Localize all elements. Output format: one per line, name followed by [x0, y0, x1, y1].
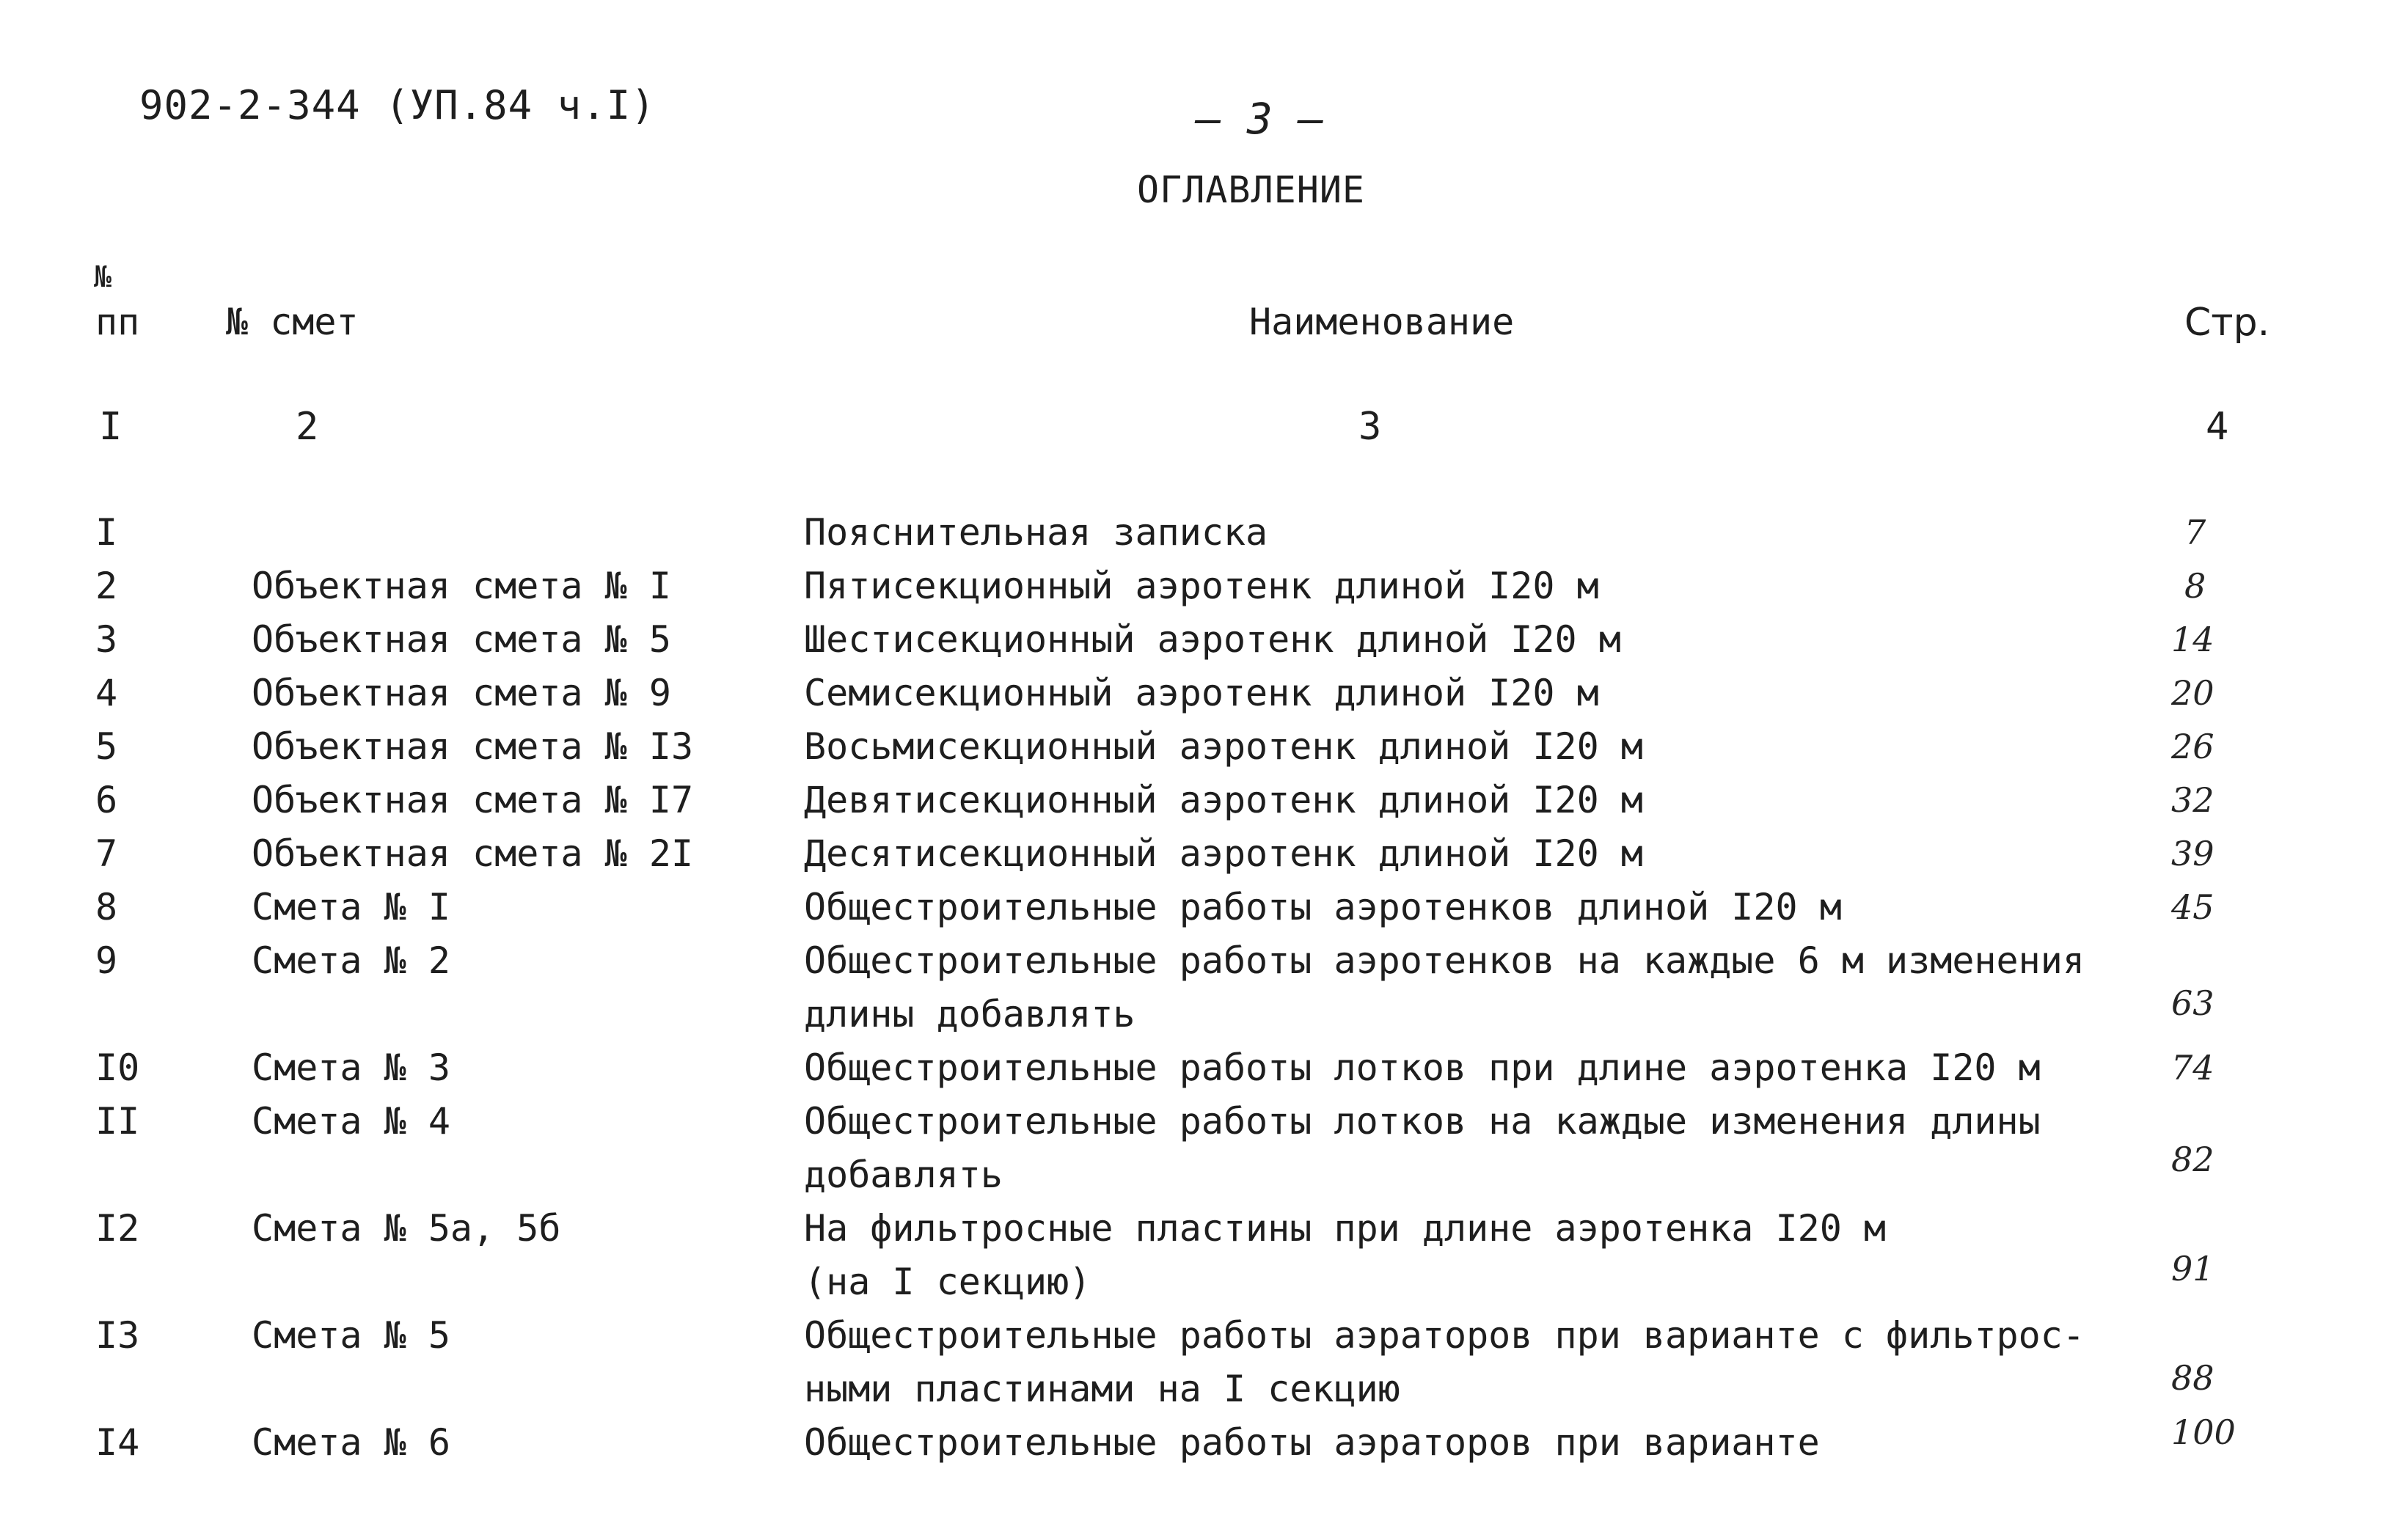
row-name: [804, 1095, 2041, 1202]
table-row: [0, 560, 2381, 611]
row-number: 3: [95, 618, 118, 661]
table-row: [0, 1412, 2381, 1467]
row-name-line: Общестроительные работы аэраторов при варианте с фильтрос-: [804, 1314, 2085, 1357]
row-name-line: Пояснительная записка: [804, 511, 1268, 554]
row-number: 7: [95, 832, 118, 875]
document-code: 902-2-344 (УП.84 ч.I): [139, 82, 656, 128]
row-page: 20: [2171, 673, 2214, 713]
row-name-line: На фильтросные пластины при длине аэротенка I20 м: [804, 1207, 1887, 1250]
row-name-line: длины добавлять: [804, 993, 1135, 1035]
row-page: 39: [2171, 834, 2214, 873]
table-row: [0, 1202, 2381, 1303]
row-number: 8: [95, 886, 118, 928]
row-page: 45: [2171, 887, 2214, 927]
row-estimate: Объектная смета № I: [252, 565, 671, 607]
row-name: [804, 1309, 2085, 1416]
row-number: 6: [95, 779, 118, 821]
row-name-line: Общестроительные работы аэротенков длиной I20 м: [804, 886, 1842, 928]
row-estimate: Объектная смета № 2I: [252, 832, 694, 875]
row-number: 4: [95, 672, 118, 714]
table-row: [0, 613, 2381, 664]
row-number: I0: [95, 1046, 140, 1089]
row-name-line: ными пластинами на I секцию: [804, 1368, 1400, 1410]
table-row: [0, 774, 2381, 825]
row-name: [804, 613, 1621, 667]
row-name: [804, 934, 2085, 1041]
row-estimate: Смета № 4: [252, 1100, 450, 1143]
table-row: [0, 720, 2381, 771]
header-name: Наименование: [1249, 301, 1515, 343]
table-row: [0, 1095, 2381, 1196]
row-estimate: Объектная смета № I7: [252, 779, 694, 821]
row-page: 88: [2171, 1358, 2214, 1398]
row-number: I: [95, 511, 118, 554]
column-number-2: 2: [296, 405, 319, 449]
row-name: [804, 506, 1268, 560]
table-row: [0, 1309, 2381, 1410]
row-page: 8: [2184, 566, 2206, 606]
row-name-line: Общестроительные работы лотков на каждые изменения длины: [804, 1100, 2041, 1143]
row-name-line: Общестроительные работы лотков при длине аэротенка I20 м: [804, 1046, 2041, 1089]
header-number-sign: №: [94, 260, 112, 294]
row-page: 100: [2171, 1412, 2236, 1452]
table-row: [0, 1041, 2381, 1093]
row-number: II: [95, 1100, 140, 1143]
row-estimate: Объектная смета № 5: [252, 618, 671, 661]
row-name-line: Десятисекционный аэротенк длиной I20 м: [804, 832, 1643, 875]
row-name-line: Общестроительные работы аэраторов при варианте: [804, 1421, 1820, 1464]
row-name-line: Пятисекционный аэротенк длиной I20 м: [804, 565, 1599, 607]
table-row: [0, 667, 2381, 718]
header-estimate: № смет: [226, 301, 359, 343]
row-page: 32: [2171, 780, 2214, 820]
row-number: 5: [95, 725, 118, 768]
row-name: [804, 774, 1643, 827]
page-number: – 3 –: [1196, 94, 1324, 144]
header-page: Стр.: [2184, 301, 2270, 345]
header-pp: пп: [95, 301, 140, 343]
row-page: 26: [2171, 727, 2214, 766]
row-name: [804, 881, 1842, 934]
row-page: 7: [2184, 513, 2206, 552]
table-row: [0, 934, 2381, 1035]
row-estimate: Смета № 3: [252, 1046, 450, 1089]
row-page: 63: [2171, 983, 2214, 1023]
row-name-line: добавлять: [804, 1154, 1003, 1196]
row-name-line: Восьмисекционный аэротенк длиной I20 м: [804, 725, 1643, 768]
row-page: 14: [2171, 620, 2214, 659]
row-name: [804, 667, 1599, 720]
row-name-line: Общестроительные работы аэротенков на каждые 6 м изменения: [804, 939, 2085, 982]
column-number-1: I: [99, 405, 122, 449]
row-page: 82: [2171, 1140, 2214, 1179]
column-number-3: 3: [1358, 405, 1382, 449]
row-name: [804, 1416, 1820, 1470]
page-title: ОГЛАВЛЕНИЕ: [1137, 169, 1366, 211]
row-estimate: Смета № 5а, 5б: [252, 1207, 561, 1250]
row-estimate: Смета № I: [252, 886, 450, 928]
table-row: [0, 881, 2381, 932]
row-name-line: Семисекционный аэротенк длиной I20 м: [804, 672, 1599, 714]
row-number: I4: [95, 1421, 140, 1464]
row-number: 2: [95, 565, 118, 607]
row-name: [804, 827, 1643, 881]
row-number: I2: [95, 1207, 140, 1250]
row-estimate: Смета № 6: [252, 1421, 450, 1464]
row-name: [804, 720, 1643, 774]
row-number: I3: [95, 1314, 140, 1357]
table-row: [0, 827, 2381, 879]
row-page: 91: [2171, 1249, 2214, 1288]
column-number-4: 4: [2206, 405, 2229, 449]
row-name: [804, 560, 1599, 613]
row-estimate: Объектная смета № 9: [252, 672, 671, 714]
row-name-line: Шестисекционный аэротенк длиной I20 м: [804, 618, 1621, 661]
row-estimate: Смета № 2: [252, 939, 450, 982]
row-name-line: Девятисекционный аэротенк длиной I20 м: [804, 779, 1643, 821]
row-name: [804, 1202, 1886, 1309]
row-estimate: Объектная смета № I3: [252, 725, 694, 768]
table-row: [0, 506, 2381, 557]
row-name-line: (на I секцию): [804, 1261, 1091, 1303]
row-number: 9: [95, 939, 118, 982]
row-page: 74: [2171, 1048, 2214, 1088]
row-name: [804, 1041, 2041, 1095]
row-estimate: Смета № 5: [252, 1314, 450, 1357]
